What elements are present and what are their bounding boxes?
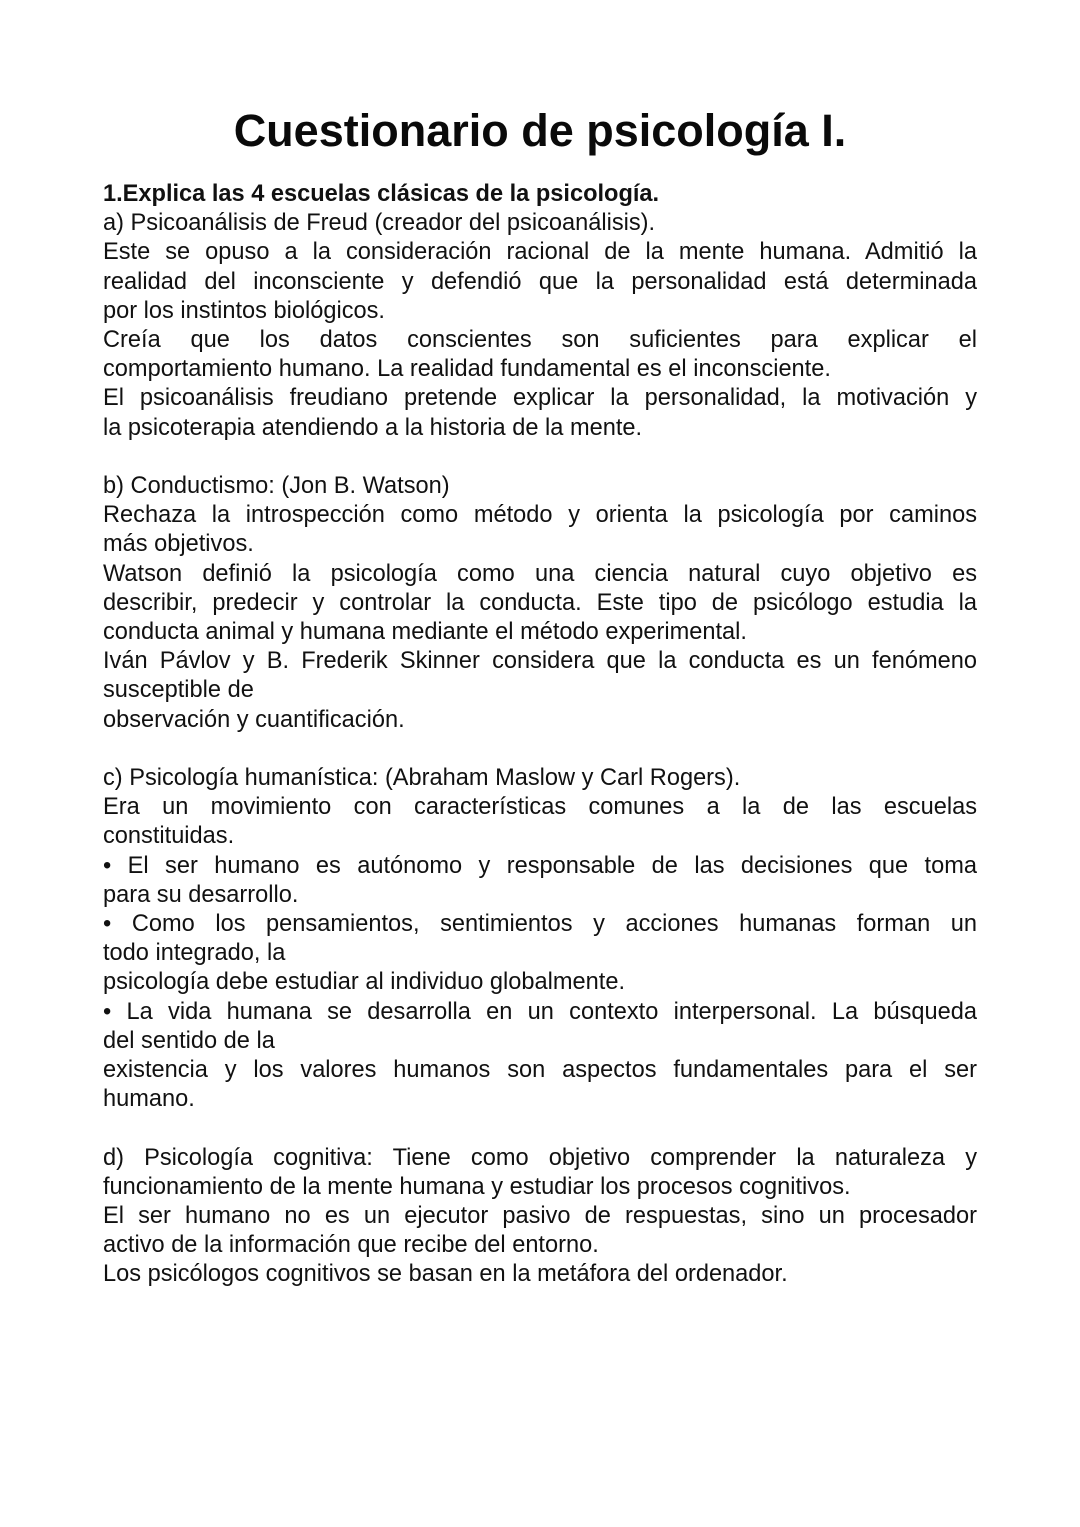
paragraph-line: constituidas. (103, 823, 235, 850)
paragraph-line: funcionamiento de la mente humana y estudiar los procesos cognitivos. (103, 1173, 851, 1200)
paragraph-line: todo integrado, la (103, 940, 286, 967)
paragraph-line: conducta animal y humana mediante el método experimental. (103, 619, 747, 646)
paragraph-line: Era un movimiento con características comunes a la de las escuelas (103, 794, 977, 821)
paragraph-line: humano. (103, 1086, 195, 1113)
paragraph-line: activo de la información que recibe del entorno. (103, 1232, 599, 1259)
paragraph-line: psicología debe estudiar al individuo globalmente. (103, 969, 626, 996)
section-heading: b) Conductismo: (Jon B. Watson) (103, 473, 450, 500)
question-heading: 1.Explica las 4 escuelas clásicas de la psicología. (103, 181, 660, 207)
document-body (103, 180, 977, 1290)
paragraph-line: El psicoanálisis freudiano pretende explicar la personalidad, la motivación y (103, 385, 977, 412)
paragraph-line: El ser humano no es un ejecutor pasivo de respuestas, sino un procesador (103, 1203, 977, 1230)
section-psicoanalisis (103, 209, 977, 443)
paragraph-line: para su desarrollo. (103, 881, 299, 908)
bullet-line: • La vida humana se desarrolla en un contexto interpersonal. La búsqueda (103, 998, 977, 1025)
paragraph-line: Este se opuso a la consideración racional de la mente humana. Admitió la (103, 239, 977, 266)
paragraph-spacer (103, 1114, 977, 1143)
paragraph-line: Rechaza la introspección como método y orienta la psicología por caminos (103, 502, 977, 529)
paragraph-spacer (103, 735, 977, 764)
paragraph-line: susceptible de (103, 677, 254, 704)
section-heading: a) Psicoanálisis de Freud (creador del psicoanálisis). (103, 210, 656, 237)
paragraph-line: Creía que los datos conscientes son suficientes para explicar el (103, 327, 977, 354)
paragraph-spacer (103, 443, 977, 472)
bullet-line: • El ser humano es autónomo y responsable de las decisiones que toma (103, 852, 977, 879)
section-conductismo (103, 472, 977, 735)
paragraph-line: del sentido de la (103, 1027, 275, 1054)
paragraph-line: d) Psicología cognitiva: Tiene como objetivo comprender la naturaleza y (103, 1144, 977, 1171)
section-cognitiva (103, 1144, 977, 1290)
paragraph-line: Iván Pávlov y B. Frederik Skinner considera que la conducta es un fenómeno (103, 648, 977, 675)
paragraph-line: observación y cuantificación. (103, 706, 405, 733)
paragraph-line: la psicoterapia atendiendo a la historia de la mente. (103, 414, 643, 441)
paragraph-line: comportamiento humano. La realidad fundamental es el inconsciente. (103, 356, 831, 383)
paragraph-line: existencia y los valores humanos son aspectos fundamentales para el ser (103, 1057, 977, 1084)
paragraph-line: más objetivos. (103, 531, 254, 558)
bullet-line: • Como los pensamientos, sentimientos y acciones humanas forman un (103, 911, 977, 938)
page-title: Cuestionario de psicología I. (233, 105, 847, 156)
section-heading: c) Psicología humanística: (Abraham Maslow y Carl Rogers). (103, 765, 741, 792)
paragraph-line: Watson definió la psicología como una ciencia natural cuyo objetivo es (103, 560, 977, 587)
paragraph-line: realidad del inconsciente y defendió que la personalidad está determinada (103, 268, 977, 295)
section-humanistica (103, 764, 977, 1114)
paragraph-line: describir, predecir y controlar la conducta. Este tipo de psicólogo estudia la (103, 589, 977, 616)
paragraph-line: Los psicólogos cognitivos se basan en la metáfora del ordenador. (103, 1261, 788, 1288)
paragraph-line: por los instintos biológicos. (103, 297, 385, 324)
